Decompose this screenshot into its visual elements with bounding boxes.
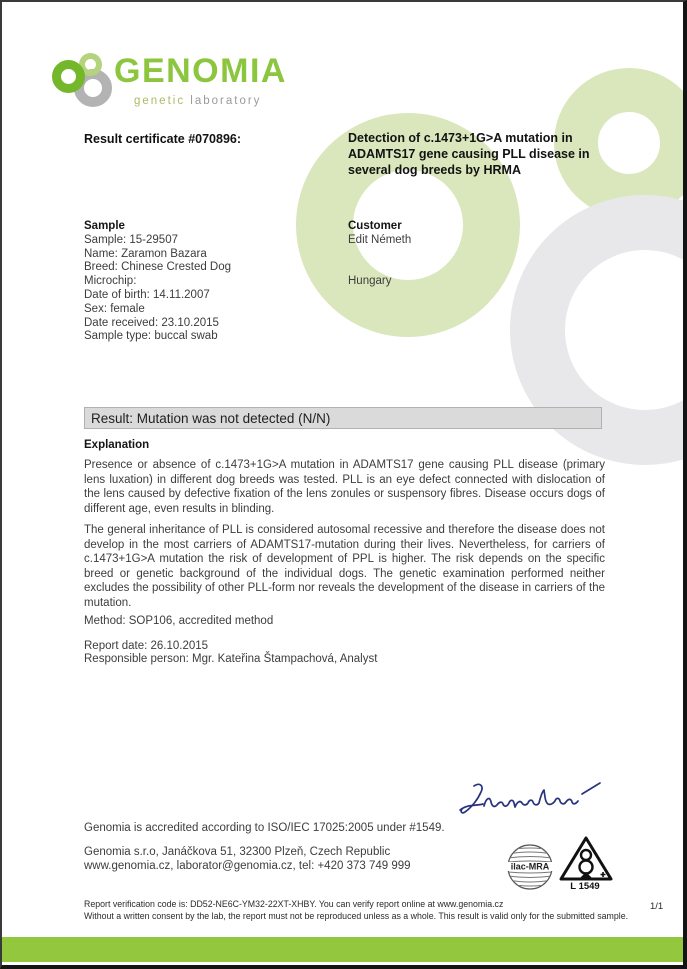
company-address: Genomia s.r.o, Janáčkova 51, 32300 Plzeň, Czech Republic [84,846,391,858]
verification-code-line: Report verification code is: DD52-NE6C-YM32-22XT-XHBY. You can verify report online at www.genomia.cz [84,899,504,909]
sample-received-line: Date received: 23.10.2015 [84,316,219,329]
explanation-paragraph-2: The general inheritance of PLL is considered autosomal recessive and therefore the disease does not develop in the most carriers of ADAMTS17-mutation during their lives. Nevertheless, for carriers of c.1473+1G>A mutation the risk of development of PPL is higher. The risk depends on the specific breed or genetic background of the individual dogs. The genetic examination performed neither excludes the possibility of other PLL-form nor reveals the development of the disease in carriers of the mutation. [84,524,605,609]
customer-heading: Customer [348,220,402,232]
sample-sex-line: Sex: female [84,302,145,315]
test-title: Detection of c.1473+1G>A mutation in ADAMTS17 gene causing PLL disease in several dog breeds by HRMA [348,131,590,177]
ilac-mra-stamp-text: ilac-MRA [510,861,550,872]
sample-type-line: Sample type: buccal swab [84,330,218,343]
page-number: 1/1 [650,901,664,912]
ilac-mra-stamp-icon [505,842,555,897]
logo-tagline [134,95,261,107]
result-bar: Result: Mutation was not detected (N/N) [84,407,602,429]
explanation-paragraph-1: Presence or absence of c.1473+1G>A mutation in ADAMTS17 gene causing PLL disease (primary lens luxation) in different dog breeds was tested. PLL is an eye defect connected with dislocation of the lens caused by defective fixation of the lens zonules or suspensory fibres. Disease occurs dogs of different age, even results in blinding. [84,459,605,515]
bottom-green-bar [2,937,683,962]
report-date-line: Report date: 26.10.2015 [84,640,209,652]
sample-microchip-line: Microchip: [84,275,137,288]
sample-breed-line: Breed: Chinese Crested Dog [84,261,232,274]
signature-image [452,774,612,829]
disclaimer-line: Without a written consent by the lab, the report must not be reproduced unless as a whole. This result is valid only for the submitted sample. [84,911,629,921]
sample-id-line: Sample: 15-29507 [84,233,178,246]
sample-section [84,220,231,344]
customer-country: Hungary [348,274,392,287]
explanation-heading: Explanation [84,439,150,451]
accreditation-stamp-number: L 1549 [570,881,600,892]
company-contacts: www.genomia.cz, laborator@genomia.cz, tel: +420 373 749 999 [84,860,411,872]
certificate-number-label: Result certificate #070896: [84,132,242,146]
accreditation-triangle-stamp-icon [559,836,613,886]
responsible-person-line: Responsible person: Mgr. Kateřina Štampachová, Analyst [84,653,378,665]
logo-brand-text: GENOMIA [114,52,287,90]
sample-heading: Sample [84,220,125,232]
sample-birthdate-line: Date of birth: 14.11.2007 [84,288,210,301]
logo-tagline-laboratory: laboratory [190,95,262,107]
method-line: Method: SOP106, accredited method [84,615,274,627]
accreditation-statement: Genomia is accredited according to ISO/IEC 17025:2005 under #1549. [84,822,445,834]
customer-name: Edit Németh [348,233,412,246]
sample-name-line: Name: Zaramon Bazara [84,247,207,260]
customer-section [348,220,411,288]
logo-green-ring-icon [52,60,85,93]
logo-tagline-genetic: genetic [134,95,186,107]
